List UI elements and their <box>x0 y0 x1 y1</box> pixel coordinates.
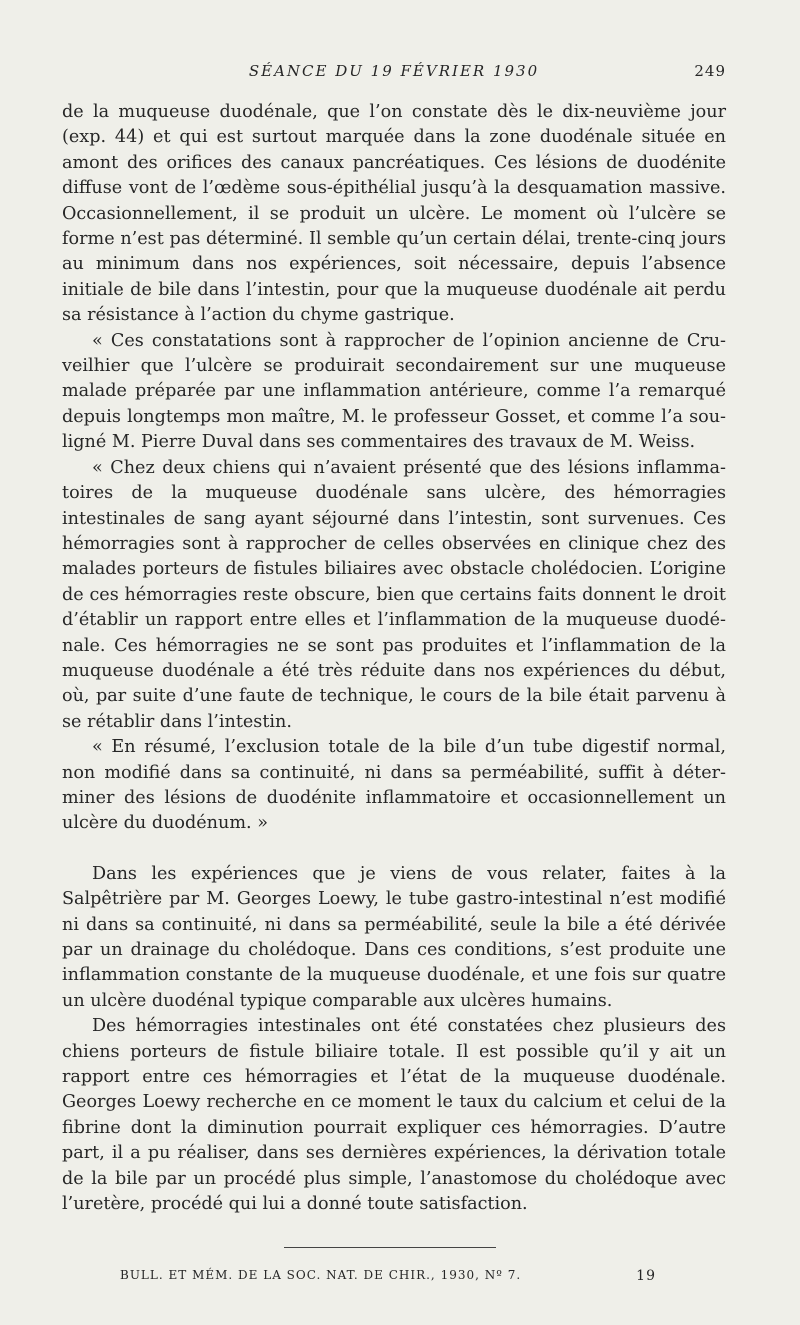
page <box>62 0 726 1325</box>
section-gap <box>62 837 726 862</box>
page-number: 249 <box>694 62 726 80</box>
footer <box>120 1268 656 1288</box>
paragraph: « Ces constatations sont à rapprocher de l’opinion ancienne de Cruveilhier que l’ulcère se produirait secondairement sur une muqueuse malade préparée par une inflammation antérieure, comme l’a remarqué depuis longtemps mon maître, M. le professeur Gosset, et comme l’a souligné M. Pierre Duval dans ses commentaires des travaux de M. Weiss. <box>62 330 726 453</box>
paragraph: « En résumé, l’exclusion totale de la bile d’un tube digestif normal, non modifié dans sa continuité, ni dans sa perméabilité, suffit à déterminer des lésions de duodénite inflammatoire et occasionnellement un ulcère du duodénum. » <box>62 737 726 834</box>
paragraph: « Chez deux chiens qui n’avaient présenté que des lésions inflammatoires de la muqueuse duodénale sans ulcère, des hémorragies intestinales de sang ayant séjourné dans l’intestin, sont survenues. Ces hémorragies sont à rapprocher de celles observées en clinique chez des malades porteurs de fistules biliaires avec obstacle cholédocien. L’origine de ces hémorragies reste obscure, bien que certains faits donnent le droit d’établir un rapport entre elles et l’inflammation de la muqueuse duodénale. Ces hémorragies ne se sont pas produites et l’inflammation de la muqueuse duodénale a été très réduite dans nos expériences du début, où, par suite d’une faute de technique, le cours de la bile était parvenu à se rétablir dans l’intestin. <box>62 457 726 732</box>
footer-rule <box>284 1247 496 1248</box>
paragraph: de la muqueuse duodénale, que l’on constate dès le dix-neuvième jour (exp. 44) et qui est surtout marquée dans la zone duodénale située en amont des orifices des canaux pancréatiques. Ces lésions de duodénite diffuse vont de l’œdème sous-épithélial jusqu’à la desquamation massive. Occasionnellement, il se produit un ulcère. Le moment où l’ulcère se forme n’est pas déterminé. Il semble qu’un certain délai, trente-cinq jours au minimum dans nos expériences, soit nécessaire, depuis l’absence initiale de bile dans l’intestin, pour que la muqueuse duodénale ait perdu sa résistance à l’action du chyme gastrique. <box>62 102 726 326</box>
footer-citation: BULL. ET MÉM. DE LA SOC. NAT. DE CHIR., 1930, Nº 7. <box>120 1268 522 1282</box>
running-head <box>62 62 726 86</box>
signature-mark: 19 <box>636 1268 656 1284</box>
body-text <box>62 100 726 1217</box>
paragraph: Dans les expériences que je viens de vous relater, faites à la Salpêtrière par M. Georges Loewy, le tube gastro-intestinal n’est modifié ni dans sa continuité, ni dans sa perméabilité, seule la bile a été dérivée par un drainage du cholédoque. Dans ces conditions, s’est produite une inflammation constante de la muqueuse duodénale, et une fois sur quatre un ulcère duodénal typique comparable aux ulcères humains. <box>62 863 726 1011</box>
paragraph: Des hémorragies intestinales ont été constatées chez plusieurs des chiens porteurs de fistule biliaire totale. Il est possible qu’il y ait un rapport entre ces hémorragies et l’état de la muqueuse duodénale. Georges Loewy recherche en ce moment le taux du calcium et celui de la fibrine dont la diminution pourrait expliquer ces hémorragies. D’autre part, il a pu réaliser, dans ses dernières expériences, la dérivation totale de la bile par un procédé plus simple, l’anastomose du cholédoque avec l’uretère, procédé qui lui a donné toute satisfaction. <box>62 1016 726 1215</box>
page-title: SÉANCE DU 19 FÉVRIER 1930 <box>248 62 540 80</box>
